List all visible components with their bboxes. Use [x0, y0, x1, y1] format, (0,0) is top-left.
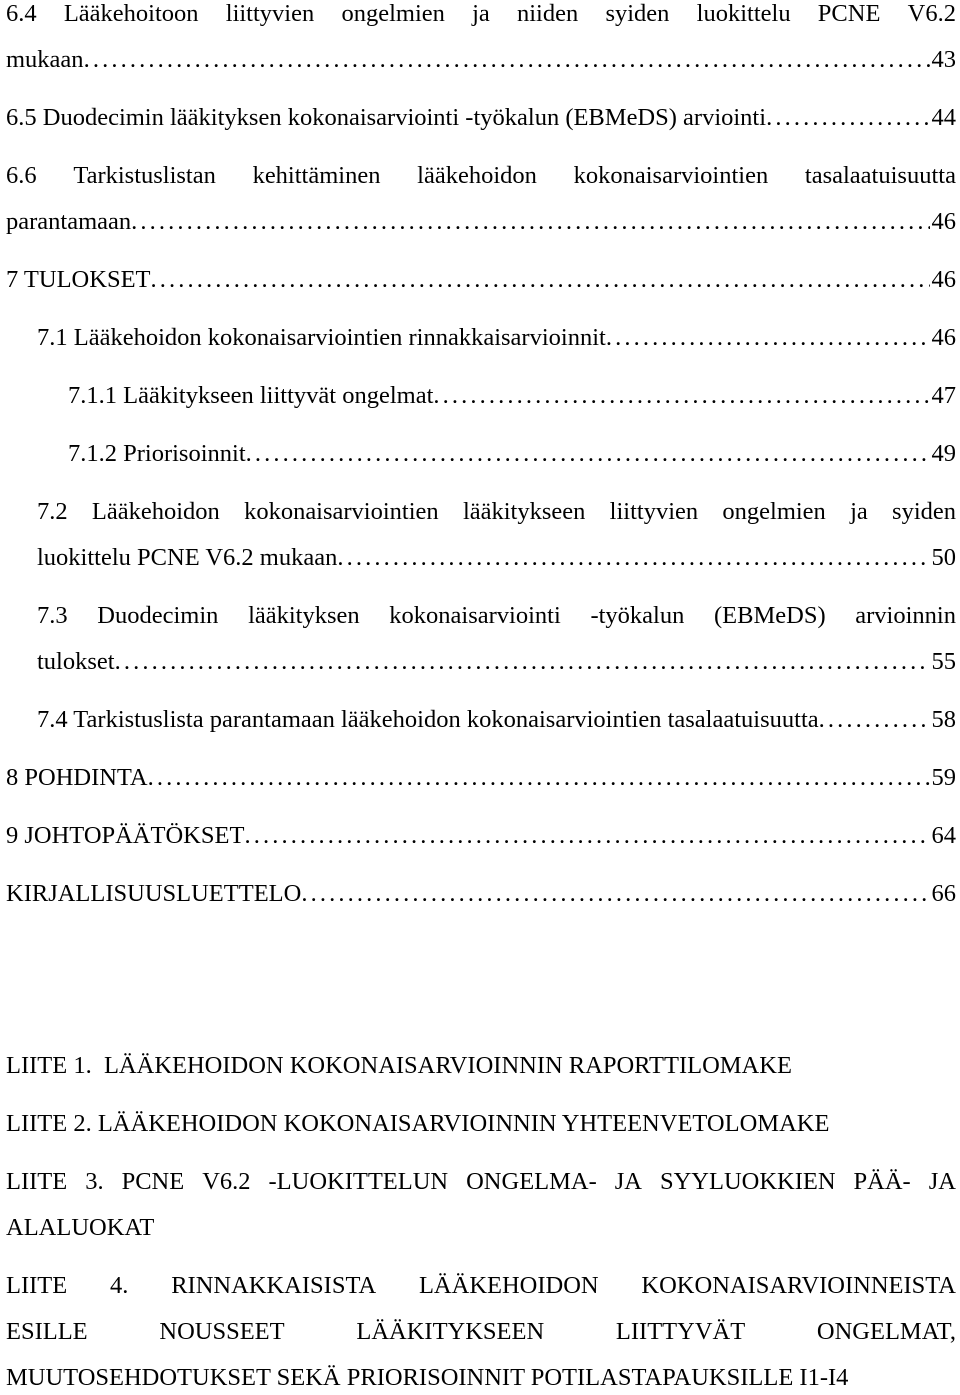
toc-page-number: 50	[931, 544, 956, 571]
word: NOUSSEET	[159, 1318, 285, 1345]
word: Tarkistuslistan	[73, 162, 216, 189]
word: kokonaisarviointi	[389, 602, 561, 629]
word: 3.	[85, 1168, 104, 1195]
toc-entry-7-3-line1[interactable]	[37, 599, 956, 633]
word: 6.4	[6, 0, 37, 27]
leader-dots	[301, 877, 929, 911]
toc-page-number: 58	[931, 706, 956, 733]
word: LIITE	[6, 1272, 68, 1299]
toc-page-number: 59	[931, 764, 956, 791]
leader-dots	[246, 437, 930, 471]
leader-dots	[84, 43, 930, 77]
toc-entry-text: 7.1.2 Priorisoinnit	[68, 440, 246, 467]
word: 7.3	[37, 602, 68, 629]
word: lääkehoidon	[417, 162, 537, 189]
word: luokittelu	[696, 0, 791, 27]
word: 4.	[110, 1272, 129, 1299]
word: PCNE	[121, 1168, 185, 1195]
toc-page-number: 66	[931, 880, 956, 907]
word: kokonaisarviointien	[244, 498, 439, 525]
toc-entry-6-6-line2[interactable]	[6, 205, 956, 239]
toc-entry-7-2-line1[interactable]	[37, 495, 956, 529]
leader-dots	[148, 761, 930, 795]
toc-entry-text: 9 JOHTOPÄÄTÖKSET	[6, 822, 245, 849]
word: ONGELMA-	[466, 1168, 597, 1195]
leader-dots	[433, 379, 929, 413]
word: -työkalun	[590, 602, 685, 629]
appendix-4-line3[interactable]	[6, 1361, 956, 1395]
word: ongelmien	[722, 498, 826, 525]
leader-dots	[766, 101, 929, 135]
toc-entry-6-4-line1[interactable]	[6, 0, 956, 31]
word: kokonaisarviointien	[573, 162, 769, 189]
leader-dots	[115, 645, 930, 679]
toc-entry-text: mukaan	[6, 46, 84, 73]
appendix-text: LIITE 1. LÄÄKEHOIDON KOKONAISARVIOINNIN RAPORTTILOMAKE	[6, 1052, 792, 1079]
toc-page-number: 44	[931, 104, 956, 131]
toc-page-number: 55	[931, 648, 956, 675]
word: SYYLUOKKIEN	[659, 1168, 836, 1195]
word: syiden	[892, 498, 956, 525]
toc-entry-6-6-line1[interactable]	[6, 159, 956, 193]
word: kehittäminen	[252, 162, 381, 189]
toc-entry-7-2-line2[interactable]	[37, 541, 956, 575]
word: LÄÄKEHOIDON	[418, 1272, 599, 1299]
word: JA	[614, 1168, 642, 1195]
toc-page-number: 64	[931, 822, 956, 849]
word: LIITTYVÄT	[615, 1318, 746, 1345]
appendix-3-line2[interactable]	[6, 1211, 956, 1245]
word: Lääkehoidon	[91, 498, 220, 525]
toc-page-number: 46	[931, 208, 956, 235]
word: JA	[928, 1168, 956, 1195]
word: V6.2	[202, 1168, 251, 1195]
toc-entry-6-4-line2[interactable]	[6, 43, 956, 77]
leader-dots	[131, 205, 929, 239]
word: syiden	[605, 0, 670, 27]
toc-entry-text: luokittelu PCNE V6.2 mukaan	[37, 544, 338, 571]
word: arvioinnin	[855, 602, 956, 629]
toc-entry-6-5[interactable]	[6, 101, 956, 135]
word: lääkitykseen	[462, 498, 586, 525]
toc-entry-text: 6.5 Duodecimin lääkityksen kokonaisarviointi -työkalun (EBMeDS) arviointi	[6, 104, 767, 131]
toc-page-number: 47	[931, 382, 956, 409]
appendix-4-line1[interactable]	[6, 1269, 956, 1303]
word: (EBMeDS)	[714, 602, 826, 629]
toc-entry-8[interactable]	[6, 761, 956, 795]
toc-entry-text: 8 POHDINTA	[6, 764, 148, 791]
word: PÄÄ-	[853, 1168, 911, 1195]
toc-entry-text: 7.1.1 Lääkitykseen liittyvät ongelmat	[68, 382, 434, 409]
toc-entry-kirjallisuusluettelo[interactable]	[6, 877, 956, 911]
word: V6.2	[907, 0, 956, 27]
toc-entry-7-1[interactable]	[37, 321, 956, 355]
word: ongelmien	[341, 0, 445, 27]
word: 7.2	[37, 498, 68, 525]
word: ja	[472, 0, 490, 27]
toc-entry-7-1-2[interactable]	[68, 437, 956, 471]
word: RINNAKKAISISTA	[171, 1272, 377, 1299]
toc-entry-7-1-1[interactable]	[68, 379, 956, 413]
word: lääkityksen	[248, 602, 360, 629]
appendix-text: ALALUOKAT	[6, 1214, 155, 1241]
word: Lääkehoitoon	[63, 0, 199, 27]
toc-page-number: 46	[931, 324, 956, 351]
word: 6.6	[6, 162, 37, 189]
appendix-1[interactable]	[6, 1049, 956, 1083]
word: PCNE	[817, 0, 881, 27]
word: -LUOKITTELUN	[268, 1168, 449, 1195]
word: ONGELMAT,	[816, 1318, 956, 1345]
toc-entry-7-4[interactable]	[37, 703, 956, 737]
word: ESILLE	[6, 1318, 88, 1345]
toc-entry-9[interactable]	[6, 819, 956, 853]
word: LIITE	[6, 1168, 68, 1195]
toc-entry-text: 7.1 Lääkehoidon kokonaisarviointien rinnakkaisarvioinnit	[37, 324, 606, 351]
appendix-2[interactable]	[6, 1107, 956, 1141]
leader-dots	[819, 703, 930, 737]
appendix-text: MUUTOSEHDOTUKSET SEKÄ PRIORISOINNIT POTILASTAPAUKSILLE I1-I4	[6, 1364, 849, 1391]
toc-entry-7-3-line2[interactable]	[37, 645, 956, 679]
toc-page-number: 43	[931, 46, 956, 73]
toc-entry-text: 7.4 Tarkistuslista parantamaan lääkehoidon kokonaisarviointien tasalaatuisuutta	[37, 706, 819, 733]
word: KOKONAISARVIOINNEISTA	[641, 1272, 956, 1299]
leader-dots	[606, 321, 930, 355]
word: niiden	[517, 0, 579, 27]
appendix-text: LIITE 2. LÄÄKEHOIDON KOKONAISARVIOINNIN YHTEENVETOLOMAKE	[6, 1110, 830, 1137]
word: ja	[850, 498, 868, 525]
toc-entry-text: KIRJALLISUUSLUETTELO	[6, 880, 302, 907]
leader-dots	[244, 819, 929, 853]
appendix-4-line2[interactable]	[6, 1315, 956, 1349]
word: Duodecimin	[97, 602, 219, 629]
word: liittyvien	[609, 498, 699, 525]
word: tasalaatuisuutta	[804, 162, 956, 189]
toc-entry-text: 7 TULOKSET	[6, 266, 151, 293]
word: LÄÄKITYKSEEN	[356, 1318, 545, 1345]
leader-dots	[337, 541, 929, 575]
word: liittyvien	[225, 0, 315, 27]
appendix-3-line1[interactable]	[6, 1165, 956, 1199]
toc-entry-7[interactable]	[6, 263, 956, 297]
toc-page-number: 49	[931, 440, 956, 467]
toc-entry-text: tulokset	[37, 648, 115, 675]
toc-entry-text: parantamaan	[6, 208, 132, 235]
toc-page-number: 46	[931, 266, 956, 293]
leader-dots	[151, 263, 930, 297]
